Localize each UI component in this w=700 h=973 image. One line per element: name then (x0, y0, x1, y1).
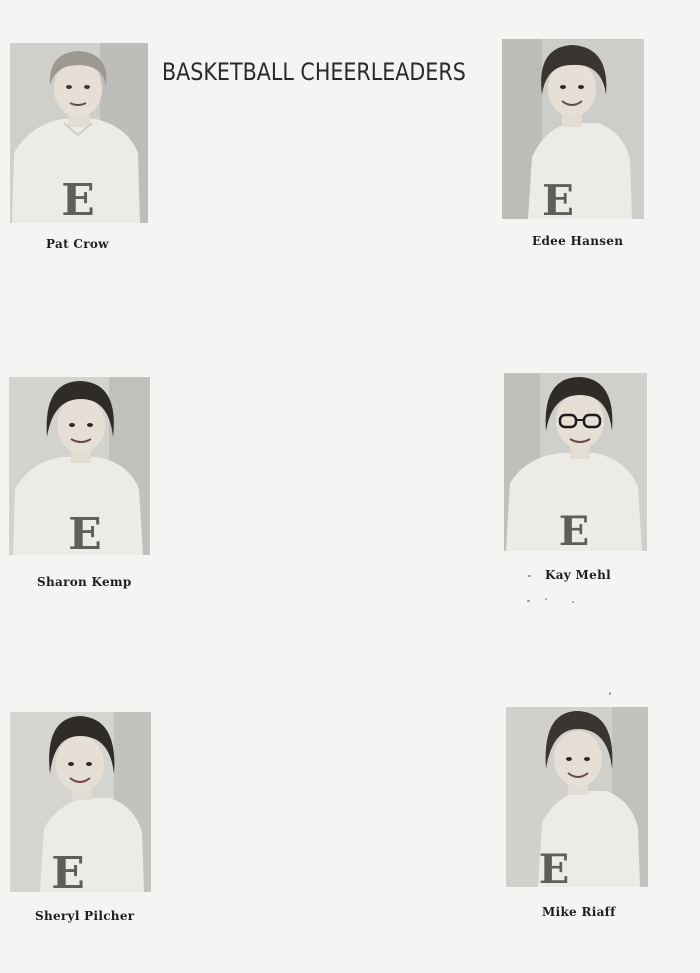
print-speck (528, 575, 531, 577)
portrait-photo (506, 707, 648, 887)
print-speck (572, 601, 574, 603)
portrait-photo (9, 377, 150, 555)
portrait-photo (502, 39, 644, 219)
cheerleader-name: Sharon Kemp (37, 575, 132, 589)
sweater-letter: E (51, 848, 85, 892)
portrait-photo (10, 712, 151, 892)
cheerleader-name: Sheryl Pilcher (35, 909, 135, 923)
cheerleader-name: Kay Mehl (545, 568, 611, 582)
print-speck (609, 692, 611, 695)
portrait-photo (10, 43, 148, 223)
sweater-letter: E (68, 509, 102, 555)
cheerleader-name: Mike Riaff (542, 905, 616, 919)
cheerleader-name: Edee Hansen (532, 234, 624, 248)
sweater-letter: E (541, 176, 575, 219)
sweater-letter: E (61, 175, 95, 223)
print-speck (527, 600, 530, 602)
page-title: BASKETBALL CHEERLEADERS (162, 58, 466, 86)
sweater-letter: E (558, 508, 590, 551)
sweater-letter: E (538, 846, 570, 887)
cheerleader-name: Pat Crow (46, 237, 109, 251)
portrait-photo (504, 373, 647, 551)
print-speck (545, 598, 547, 600)
